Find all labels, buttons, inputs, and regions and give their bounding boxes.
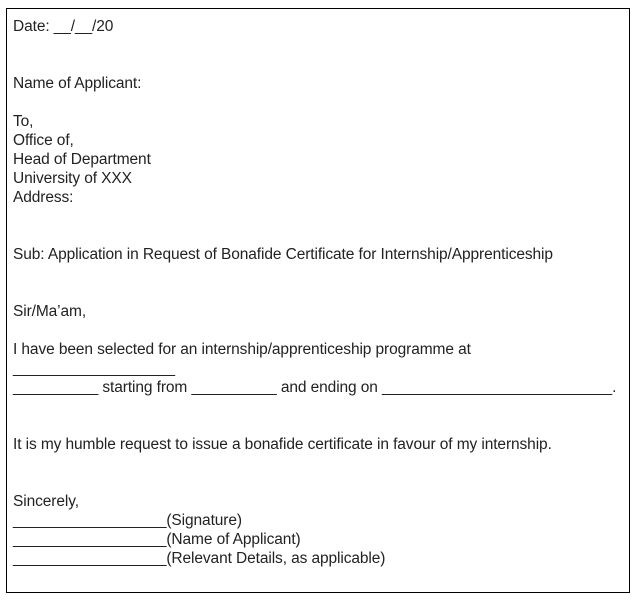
- subject-line: Sub: Application in Request of Bonafide Certificate for Internship/Apprenticeship: [13, 246, 553, 263]
- address-office: Office of,: [13, 132, 74, 149]
- address-head: Head of Department: [13, 151, 151, 168]
- applicant-name-line: Name of Applicant:: [13, 75, 142, 92]
- name-line: __________________(Name of Applicant): [13, 531, 301, 548]
- address-label: Address:: [13, 189, 74, 206]
- closing: Sincerely,: [13, 493, 79, 510]
- date-line: Date: __/__/20: [13, 18, 114, 35]
- letter-border: [6, 8, 630, 593]
- signature-line: __________________(Signature): [13, 512, 242, 529]
- body-line-2: ___________________: [13, 360, 175, 377]
- request-paragraph: It is my humble request to issue a bonafide certificate in favour of my internship.: [13, 436, 552, 453]
- salutation: Sir/Ma’am,: [13, 303, 87, 320]
- address-university: University of XXX: [13, 170, 132, 187]
- body-line-3: __________ starting from __________ and ending on ___________________________.: [13, 379, 617, 396]
- details-line: __________________(Relevant Details, as applicable): [13, 550, 386, 567]
- body-line-1: I have been selected for an internship/apprenticeship programme at: [13, 341, 471, 358]
- address-to: To,: [13, 113, 34, 130]
